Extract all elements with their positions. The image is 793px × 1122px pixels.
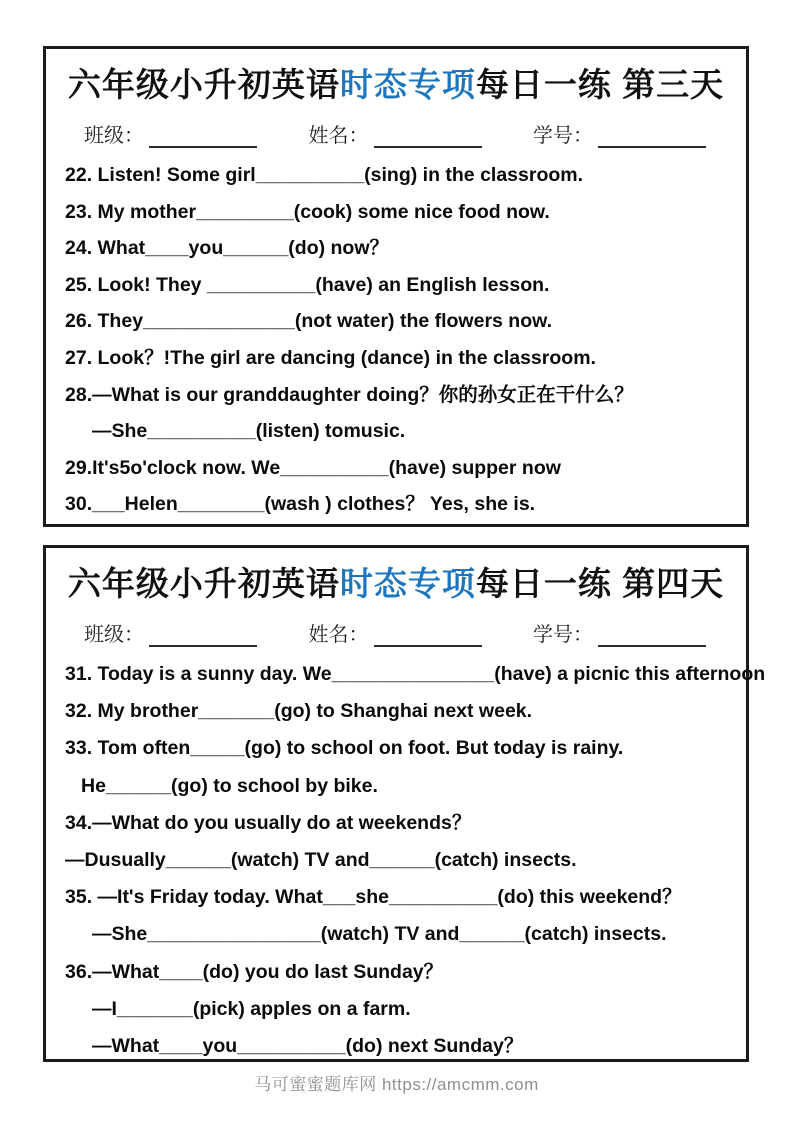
class-blank-line bbox=[149, 624, 257, 647]
id-blank-line bbox=[598, 624, 706, 647]
class-field bbox=[84, 119, 257, 148]
id-field bbox=[533, 618, 706, 647]
name-field bbox=[309, 119, 482, 148]
title-prefix: 六年级小升初英语 bbox=[67, 565, 340, 602]
exercise-line-continuation: —I_______(pick) apples on a farm. bbox=[92, 997, 411, 1020]
exercise-line: 25. Look! They __________(have) an English lesson. bbox=[65, 273, 550, 296]
footer-watermark: 马可蜜蜜题库网 https://amcmm.com bbox=[254, 1075, 539, 1094]
class-label: 班级： bbox=[84, 624, 144, 646]
exercise-line: 31. Today is a sunny day. We_______________(have) a picnic this afternoon bbox=[65, 663, 766, 685]
exercise-line: 33. Tom often_____(go) to school on foot. But today is rainy. bbox=[65, 737, 624, 760]
title-highlight: 时态专项 bbox=[339, 565, 476, 602]
worksheet-box-day3 bbox=[43, 46, 749, 527]
exercise-line: 29.It's5o'clock now. We__________(have) supper now bbox=[65, 456, 561, 479]
name-field bbox=[309, 618, 482, 647]
box-title-day3 bbox=[46, 59, 746, 106]
exercise-line: 26. They______________(not water) the flowers now. bbox=[65, 310, 552, 333]
exercise-line: 36.—What____(do) you do last Sunday？ bbox=[65, 960, 444, 983]
exercise-line-continuation: —What____you__________(do) next Sunday？ bbox=[92, 1035, 524, 1058]
worksheet-box-day4 bbox=[43, 545, 766, 1062]
id-label: 学号： bbox=[533, 125, 593, 147]
exercise-line-continuation: —She________________(watch) TV and______(catch) insects. bbox=[92, 923, 667, 946]
id-label: 学号： bbox=[533, 624, 593, 646]
title-suffix: 每日一练 第三天 bbox=[475, 66, 725, 103]
exercise-line: 22. Listen! Some girl__________(sing) in the classroom. bbox=[65, 164, 584, 186]
student-info-row bbox=[46, 119, 746, 148]
title-suffix: 每日一练 第四天 bbox=[475, 565, 725, 602]
exercise-list-day4 bbox=[46, 647, 766, 1065]
exercise-line: 23. My mother_________(cook) some nice food now. bbox=[65, 200, 550, 223]
exercise-line: 24. What____you______(do) now？ bbox=[65, 237, 390, 260]
id-blank-line bbox=[598, 125, 706, 148]
exercise-line-continuation: —She__________(listen) tomusic. bbox=[92, 420, 406, 443]
name-label: 姓名： bbox=[308, 624, 369, 646]
exercise-line: 28.—What is our granddaughter doing？你的孙女正在干什么？ bbox=[65, 383, 634, 406]
exercise-list-day3 bbox=[46, 148, 746, 523]
name-blank-line bbox=[374, 125, 482, 148]
class-label: 班级： bbox=[84, 125, 144, 147]
exercise-line-continuation: He______(go) to school by bike. bbox=[81, 774, 378, 797]
name-blank-line bbox=[374, 624, 482, 647]
exercise-line: 35. —It's Friday today. What___she__________(do) this weekend？ bbox=[65, 886, 682, 909]
class-field bbox=[84, 618, 257, 647]
exercise-line: 32. My brother_______(go) to Shanghai next week. bbox=[65, 700, 533, 723]
exercise-line: 27. Look？!The girl are dancing (dance) in the classroom. bbox=[65, 346, 596, 369]
box-title-day4 bbox=[46, 558, 746, 605]
student-info-row bbox=[46, 618, 746, 647]
id-field bbox=[533, 119, 706, 148]
exercise-line: —Dusually______(watch) TV and______(catch) insects. bbox=[65, 849, 577, 872]
exercise-line: 30.___Helen________(wash ) clothes？ Yes, she is. bbox=[65, 493, 536, 516]
exercise-line: 34.—What do you usually do at weekends？ bbox=[65, 811, 472, 834]
class-blank-line bbox=[149, 125, 257, 148]
title-prefix: 六年级小升初英语 bbox=[67, 66, 340, 103]
title-highlight: 时态专项 bbox=[339, 66, 476, 103]
name-label: 姓名： bbox=[308, 125, 369, 147]
